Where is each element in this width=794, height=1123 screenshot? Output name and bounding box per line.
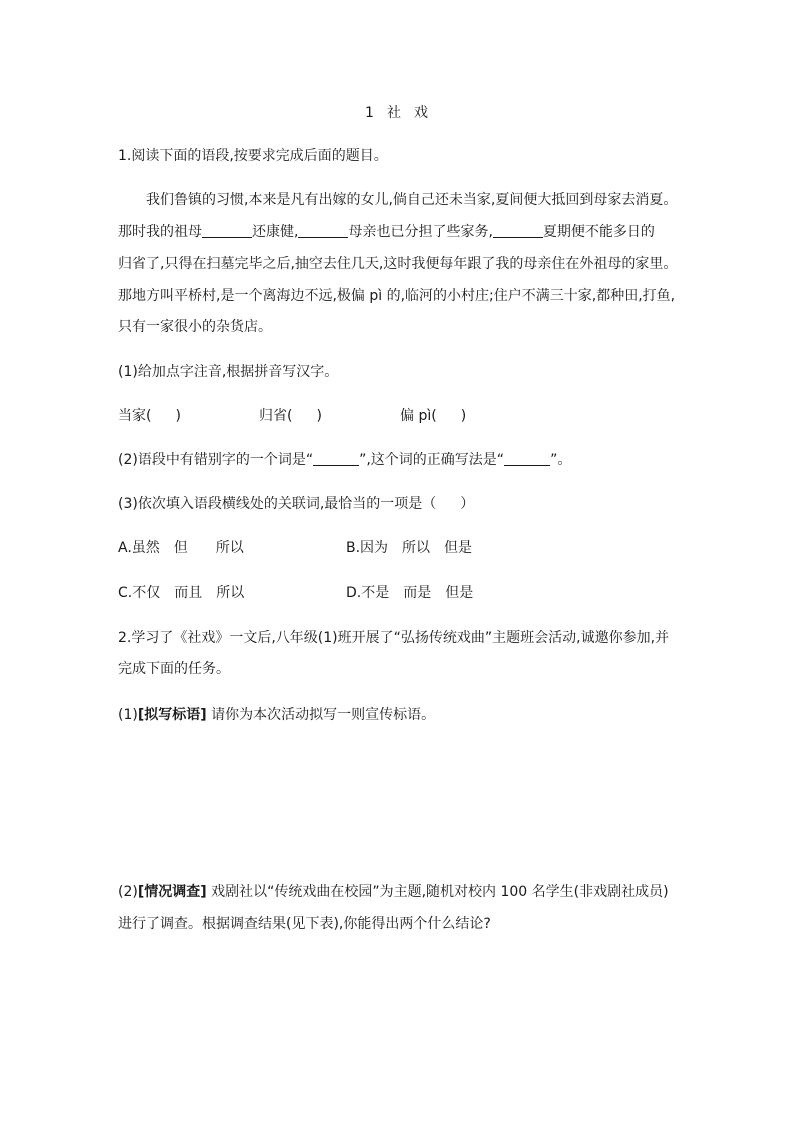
item-label: 当家( <box>118 408 152 424</box>
title-char-1: 社 <box>386 105 402 121</box>
sub3-text: (3)依次填入语段横线处的关联词,最恰当的一项是（ <box>118 496 437 512</box>
passage-text: 母亲也已分担了些家务, <box>348 224 493 240</box>
title-char-2: 戏 <box>413 105 429 121</box>
q2-task-2-line-2: 进行了调查。根据调查结果(见下表),你能得出两个什么结论? <box>118 916 491 932</box>
passage-text: 那时我的祖母 <box>118 224 202 240</box>
option-c[interactable]: C.不仅 而且 所以 <box>118 585 245 601</box>
task-prefix: (1) <box>118 707 138 723</box>
blank-correct-word[interactable] <box>504 451 550 466</box>
blank-3[interactable] <box>493 223 543 238</box>
q2-stem-line-1: 2.学习了《社戏》一文后,八年级(1)班开展了“弘扬传统戏曲”主题班会活动,诚邀你参加,并 <box>118 630 670 646</box>
option-d[interactable]: D.不是 而是 但是 <box>346 585 474 601</box>
blank-1[interactable] <box>202 223 252 238</box>
passage-line-3: 归省了,只得在扫墓完毕之后,抽空去住几天,这时我便每年跟了我的母亲住在外祖母的家里。 <box>118 256 678 272</box>
passage-text: 夏期便不能多日的 <box>542 224 655 240</box>
sub2-text: (2)语段中有错别字的一个词是“ <box>118 452 314 468</box>
q1-stem: 1.阅读下面的语段,按要求完成后面的题目。 <box>118 148 388 164</box>
q1-sub1-item-2 <box>259 406 322 426</box>
passage-line-1: 我们鲁镇的习惯,本来是凡有出嫁的女儿,倘自己还未当家,夏间便大抵回到母家去消夏。 <box>146 192 678 208</box>
q2-stem-line-2: 完成下面的任务。 <box>118 661 230 677</box>
paren-close: ） <box>460 496 475 512</box>
passage-line-2 <box>118 222 655 242</box>
lesson-number: 1 <box>365 105 375 121</box>
q1-sub1-item-1 <box>118 406 181 426</box>
q2-task-2-line-1 <box>118 882 669 902</box>
q1-sub3-stem <box>118 494 474 514</box>
task-prefix: (2) <box>118 884 138 900</box>
q1-sub1-item-3 <box>400 406 466 426</box>
task-tag: [拟写标语] <box>137 707 207 723</box>
item-label: 归省( <box>259 408 293 424</box>
q1-sub1-stem: (1)给加点字注音,根据拼音写汉字。 <box>118 364 339 380</box>
paren-close: ) <box>175 408 181 424</box>
passage-line-5: 只有一家很小的杂货店。 <box>118 319 272 335</box>
blank-wrong-word[interactable] <box>313 451 359 466</box>
option-a[interactable]: A.虽然 但 所以 <box>118 540 244 556</box>
paren-close: ) <box>460 408 467 424</box>
passage-line-4: 那地方叫平桥村,是一个离海边不远,极偏 pì 的,临河的小村庄;住户不满三十家,都种田,打鱼, <box>118 288 676 304</box>
q2-task-1 <box>118 705 435 725</box>
blank-2[interactable] <box>298 223 348 238</box>
option-b[interactable]: B.因为 所以 但是 <box>346 540 473 556</box>
sub2-text: ”,这个词的正确写法是“ <box>359 452 505 468</box>
task-text: 请你为本次活动拟写一则宣传标语。 <box>206 707 436 723</box>
task-text: 戏剧社以“传统戏曲在校园”为主题,随机对校内 100 名学生(非戏剧社成员) <box>206 884 669 900</box>
item-label: 偏 pì( <box>400 408 437 424</box>
task-tag: [情况调查] <box>137 884 207 900</box>
paren-close: ) <box>316 408 322 424</box>
sub2-text: ”。 <box>550 452 572 468</box>
page-title <box>0 102 794 122</box>
passage-text: 还康健, <box>252 224 299 240</box>
q1-sub2 <box>118 450 571 470</box>
